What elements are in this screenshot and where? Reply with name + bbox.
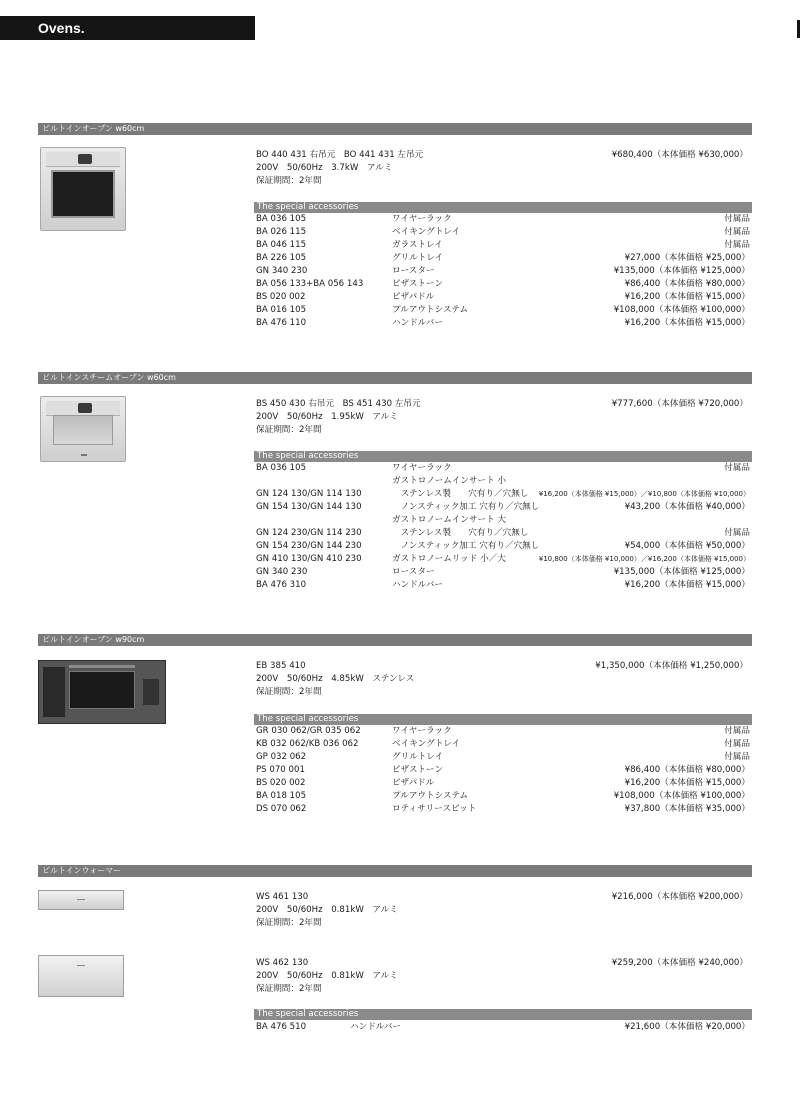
accessory-row (256, 462, 750, 474)
accessory-name: ピザストーン (392, 279, 444, 289)
product-price: ¥216,000（本体価格 ¥200,000） (611, 892, 748, 902)
accessory-name: ワイヤーラック (392, 726, 452, 736)
accessory-price: ¥16,200（本体価格 ¥15,000） (624, 318, 750, 328)
accessory-row (256, 213, 750, 225)
accessory-code: DS 070 062 (256, 804, 307, 814)
accessory-price: ¥135,000（本体価格 ¥125,000） (613, 567, 750, 577)
warmer-image-small (38, 890, 124, 910)
accessory-row (256, 475, 750, 487)
accessory-price: 付属品 (724, 463, 750, 473)
oven-60-image (40, 147, 126, 231)
product-warranty: 保証期間：2年間 (256, 918, 322, 928)
product-warranty: 保証期間：2年間 (256, 984, 322, 994)
accessory-name: ワイヤーラック (392, 463, 452, 473)
product-model: WS 462 130 (256, 958, 309, 968)
accessory-price: 付属品 (724, 726, 750, 736)
accessory-row (256, 764, 750, 776)
accessory-code: GP 032 062 (256, 752, 307, 762)
accessory-code: GN 340 230 (256, 567, 308, 577)
product-spec: 200V 50/60Hz 1.95kW アルミ (256, 412, 398, 422)
accessories-heading: The special accessories (254, 714, 752, 725)
accessory-price: ¥135,000（本体価格 ¥125,000） (613, 266, 750, 276)
accessory-name: ロースター (392, 567, 435, 577)
accessory-price: ¥16,200（本体価格 ¥15,000） (624, 292, 750, 302)
accessory-code: PS 070 001 (256, 765, 305, 775)
accessory-name: ステンレス製 穴有り／穴無し (392, 528, 529, 538)
product-spec: 200V 50/60Hz 4.85kW ステンレス (256, 674, 415, 684)
section-heading: ビルトインオーブン w60cm (38, 123, 752, 135)
accessory-price: ¥37,800（本体価格 ¥35,000） (624, 804, 750, 814)
accessory-name: ハンドルバー (350, 1022, 401, 1032)
accessory-code: BA 026 115 (256, 227, 307, 237)
accessory-code: GN 340 230 (256, 266, 308, 276)
accessory-row (256, 265, 750, 277)
accessory-row (256, 252, 750, 264)
accessory-name: ステンレス製 穴有り／穴無し (392, 489, 529, 499)
accessory-name: ワイヤーラック (392, 214, 452, 224)
accessory-row (256, 1021, 750, 1033)
accessory-name: ノンスティック加工 穴有り／穴無し (392, 502, 540, 512)
accessory-code: BS 020 002 (256, 778, 306, 788)
product-model: BS 450 430 右吊元 BS 451 430 左吊元 (256, 399, 421, 409)
accessory-code: BS 020 002 (256, 292, 306, 302)
product-warranty: 保証期間：2年間 (256, 425, 322, 435)
accessory-code: GN 410 130/GN 410 230 (256, 554, 362, 564)
accessory-row (256, 738, 750, 750)
accessory-code: KB 032 062/KB 036 062 (256, 739, 359, 749)
accessory-price: ¥108,000（本体価格 ¥100,000） (613, 791, 750, 801)
accessory-price: ¥86,400（本体価格 ¥80,000） (624, 765, 750, 775)
accessory-row (256, 304, 750, 316)
accessory-price: 付属品 (724, 214, 750, 224)
accessory-name: ベイキングトレイ (392, 227, 461, 237)
accessory-name: ハンドルバー (392, 580, 443, 590)
product-spec: 200V 50/60Hz 0.81kW アルミ (256, 905, 398, 915)
accessory-name: ピザパドル (392, 778, 435, 788)
product-price: ¥1,350,000（本体価格 ¥1,250,000） (595, 661, 748, 671)
accessory-name: ベイキングトレイ (392, 739, 461, 749)
accessory-price: ¥21,600（本体価格 ¥20,000） (624, 1022, 750, 1032)
accessory-row (256, 566, 750, 578)
accessories-heading: The special accessories (254, 1009, 752, 1020)
accessory-row (256, 501, 750, 513)
accessory-name: ノンスティック加工 穴有り／穴無し (392, 541, 540, 551)
accessory-name: ロースター (392, 266, 435, 276)
accessory-price: 付属品 (724, 528, 750, 538)
accessory-code: BA 018 105 (256, 791, 307, 801)
accessory-row (256, 579, 750, 591)
section-heading: ビルトインウォーマー (38, 865, 752, 877)
accessory-name: プルアウトシステム (392, 791, 469, 801)
accessory-row (256, 790, 750, 802)
accessories-heading: The special accessories (254, 202, 752, 213)
accessory-price: 付属品 (724, 227, 750, 237)
accessory-price: 付属品 (724, 240, 750, 250)
accessory-price: ¥16,200（本体価格 ¥15,000） (624, 778, 750, 788)
accessory-code: BA 476 510 (256, 1022, 307, 1032)
accessory-code: BA 476 110 (256, 318, 307, 328)
section-heading: ビルトインスチームオーブン w60cm (38, 372, 752, 384)
accessory-name: ハンドルバー (392, 318, 443, 328)
product-spec: 200V 50/60Hz 0.81kW アルミ (256, 971, 398, 981)
accessory-row (256, 527, 750, 539)
product-model: EB 385 410 (256, 661, 306, 671)
accessory-name: ガストロノームリッド 小／大 (392, 554, 506, 564)
accessory-name: プルアウトシステム (392, 305, 469, 315)
oven-90-image (38, 660, 166, 724)
accessory-row (256, 540, 750, 552)
section-heading: ビルトインオーブン w90cm (38, 634, 752, 646)
accessory-row (256, 751, 750, 763)
accessory-code: GN 154 130/GN 144 130 (256, 502, 362, 512)
accessory-price: ¥54,000（本体価格 ¥50,000） (624, 541, 750, 551)
accessory-price: ¥86,400（本体価格 ¥80,000） (624, 279, 750, 289)
accessory-price: ¥27,000（本体価格 ¥25,000） (624, 253, 750, 263)
accessory-name: グリルトレイ (392, 253, 444, 263)
accessory-price: ¥16,200（本体価格 ¥15,000）／¥10,800（本体価格 ¥10,000） (538, 490, 750, 498)
accessory-code: BA 056 133+BA 056 143 (256, 279, 364, 289)
accessory-name: ピザストーン (392, 765, 444, 775)
accessory-price: 付属品 (724, 752, 750, 762)
accessory-row (256, 777, 750, 789)
accessory-price: ¥16,200（本体価格 ¥15,000） (624, 580, 750, 590)
accessory-row (256, 514, 750, 526)
accessory-code: GR 030 062/GR 035 062 (256, 726, 361, 736)
accessory-price: ¥10,800（本体価格 ¥10,000）／¥16,200（本体価格 ¥15,000） (538, 555, 750, 563)
accessory-row (256, 226, 750, 238)
product-price: ¥259,200（本体価格 ¥240,000） (611, 958, 748, 968)
page-title: Ovens. (0, 16, 255, 40)
accessory-code: BA 046 115 (256, 240, 307, 250)
accessory-code: GN 124 230/GN 114 230 (256, 528, 362, 538)
accessory-name: グリルトレイ (392, 752, 444, 762)
product-warranty: 保証期間：2年間 (256, 687, 322, 697)
accessory-code: BA 226 105 (256, 253, 307, 263)
accessory-code: GN 154 230/GN 144 230 (256, 541, 362, 551)
accessory-row (256, 291, 750, 303)
product-model: WS 461 130 (256, 892, 309, 902)
accessory-code: BA 036 105 (256, 214, 307, 224)
accessory-code: GN 124 130/GN 114 130 (256, 489, 362, 499)
accessory-row (256, 488, 750, 500)
accessory-price: 付属品 (724, 739, 750, 749)
accessory-code: BA 476 310 (256, 580, 307, 590)
product-spec: 200V 50/60Hz 3.7kW アルミ (256, 163, 393, 173)
accessory-price: ¥108,000（本体価格 ¥100,000） (613, 305, 750, 315)
product-price: ¥680,400（本体価格 ¥630,000） (611, 150, 748, 160)
accessory-name: ガストロノームインサート 大 (392, 515, 507, 525)
accessory-code: BA 036 105 (256, 463, 307, 473)
accessories-heading: The special accessories (254, 451, 752, 462)
accessory-name: ピザパドル (392, 292, 435, 302)
product-model: BO 440 431 右吊元 BO 441 431 左吊元 (256, 150, 424, 160)
accessory-row (256, 278, 750, 290)
accessory-name: ガラストレイ (392, 240, 443, 250)
steam-oven-image (40, 396, 126, 462)
warmer-image-large (38, 955, 124, 997)
product-warranty: 保証期間：2年間 (256, 176, 322, 186)
accessory-name: ガストロノームインサート 小 (392, 476, 507, 486)
accessory-price: ¥43,200（本体価格 ¥40,000） (624, 502, 750, 512)
accessory-row (256, 553, 750, 565)
accessory-row (256, 803, 750, 815)
accessory-code: BA 016 105 (256, 305, 307, 315)
accessory-row (256, 239, 750, 251)
product-price: ¥777,600（本体価格 ¥720,000） (611, 399, 748, 409)
accessory-row (256, 317, 750, 329)
accessory-row (256, 725, 750, 737)
accessory-name: ロティサリースピット (392, 804, 477, 814)
